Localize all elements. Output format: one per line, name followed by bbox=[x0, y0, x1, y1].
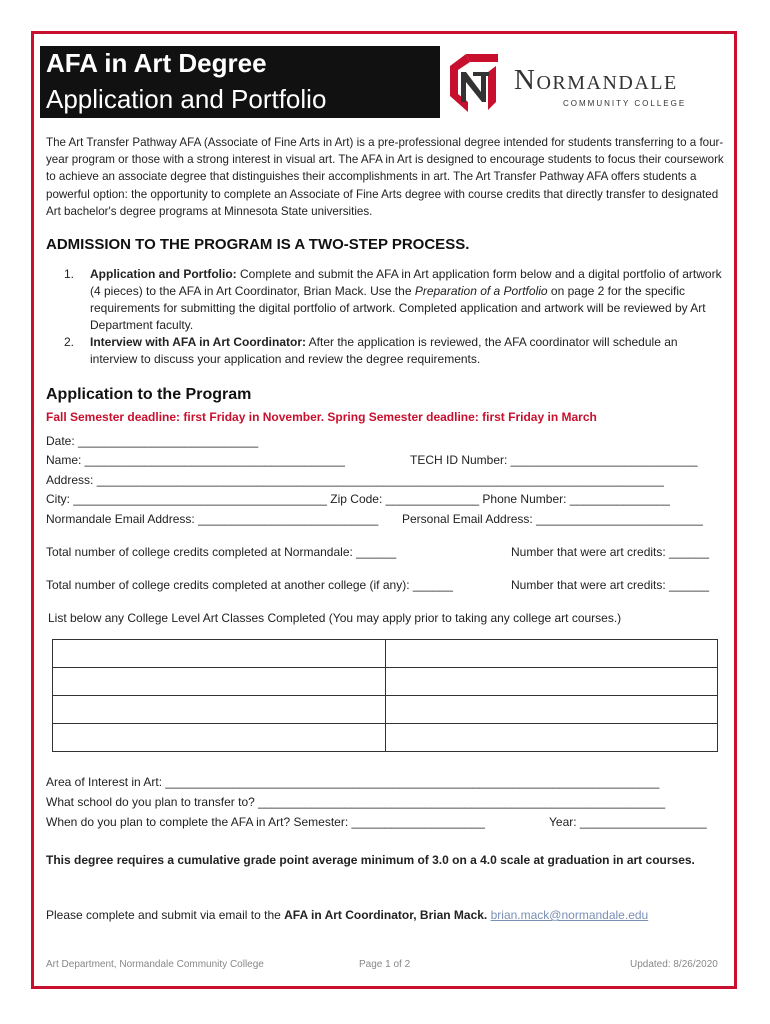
step-text: After the application is reviewed, the AFA coordinator will schedule an interview to discuss your application and review the degree requirements. bbox=[90, 335, 678, 366]
art-credits-normandale-field[interactable]: Number that were art credits: ______ bbox=[511, 545, 710, 559]
city-zip-phone-field[interactable]: City: ______________________________________ Zip Code: ______________ Phone Number: _______________ bbox=[46, 492, 670, 506]
normandale-email-field[interactable]: Normandale Email Address: ___________________________ bbox=[46, 512, 379, 526]
application-heading: Application to the Program bbox=[46, 386, 252, 403]
table-cell[interactable] bbox=[385, 696, 718, 724]
table-cell[interactable] bbox=[385, 668, 718, 696]
footer-updated-date: Updated: 8/26/2020 bbox=[630, 959, 718, 970]
date-field[interactable]: Date: ___________________________ bbox=[46, 434, 259, 448]
step-application-portfolio bbox=[64, 266, 724, 334]
step-title: Application and Portfolio: bbox=[90, 267, 237, 281]
table-cell[interactable] bbox=[385, 640, 718, 668]
title-banner bbox=[40, 46, 440, 118]
area-of-interest-field[interactable]: Area of Interest in Art: __________________________________________________________________________ bbox=[46, 775, 660, 789]
admission-steps bbox=[64, 266, 724, 368]
step-text-emphasis: Preparation of a Portfolio bbox=[414, 284, 548, 298]
title-line-2: Application and Portfolio bbox=[46, 84, 327, 114]
table-cell[interactable] bbox=[385, 724, 718, 752]
submit-instructions bbox=[46, 908, 648, 922]
coordinator-email-link[interactable]: brian.mack@normandale.edu bbox=[490, 908, 649, 922]
art-classes-table bbox=[52, 639, 718, 752]
personal-email-field[interactable]: Personal Email Address: _________________________ bbox=[402, 512, 703, 526]
deadline-text: Fall Semester deadline: first Friday in November. Spring Semester deadline: first Friday in March bbox=[46, 410, 597, 424]
table-cell[interactable] bbox=[53, 724, 386, 752]
name-field[interactable]: Name: _______________________________________ bbox=[46, 453, 345, 467]
step-number: 1. bbox=[64, 267, 75, 281]
credits-normandale-field[interactable]: Total number of college credits completed at Normandale: ______ bbox=[46, 545, 397, 559]
tech-id-field[interactable]: TECH ID Number: ____________________________ bbox=[410, 453, 698, 467]
step-text: on page 2 for the specific requirements for submitting the digital portfolio of artwork. Completed application and artwork will be reviewed by Art Department faculty. bbox=[90, 284, 706, 332]
credits-other-college-field[interactable]: Total number of college credits completed at another college (if any): ______ bbox=[46, 578, 453, 592]
logo-wordmark: Normandale bbox=[514, 64, 678, 96]
table-row bbox=[53, 668, 718, 696]
step-text: Complete and submit the AFA in Art application form below and a digital portfolio of artwork (4 pieces) to the AFA in Art Coordinator, Brian Mack. Use the bbox=[90, 267, 722, 298]
logo-subtitle: COMMUNITY COLLEGE bbox=[563, 99, 687, 108]
gpa-requirement: This degree requires a cumulative grade point average minimum of 3.0 on a 4.0 scale at graduation in art courses. bbox=[46, 853, 695, 867]
step-interview bbox=[64, 334, 724, 368]
admission-heading: ADMISSION TO THE PROGRAM IS A TWO-STEP PROCESS. bbox=[46, 236, 470, 253]
address-field[interactable]: Address: _____________________________________________________________________________________ bbox=[46, 473, 664, 487]
table-row bbox=[53, 696, 718, 724]
completion-year-field[interactable]: Year: ___________________ bbox=[549, 815, 707, 829]
art-classes-prompt: List below any College Level Art Classes Completed (You may apply prior to taking any college art courses.) bbox=[48, 611, 622, 625]
table-cell[interactable] bbox=[53, 696, 386, 724]
transfer-school-field[interactable]: What school do you plan to transfer to? _____________________________________________________________ bbox=[46, 795, 666, 809]
table-row bbox=[53, 640, 718, 668]
coordinator-name: AFA in Art Coordinator, Brian Mack. bbox=[284, 908, 488, 922]
art-credits-other-field[interactable]: Number that were art credits: ______ bbox=[511, 578, 710, 592]
table-cell[interactable] bbox=[53, 668, 386, 696]
table-cell[interactable] bbox=[53, 640, 386, 668]
step-number: 2. bbox=[64, 335, 75, 349]
footer-page-number: Page 1 of 2 bbox=[359, 959, 411, 970]
step-title: Interview with AFA in Art Coordinator: bbox=[90, 335, 306, 349]
submit-text: Please complete and submit via email to the bbox=[46, 908, 285, 922]
normandale-logo bbox=[444, 52, 734, 116]
completion-semester-field[interactable]: When do you plan to complete the AFA in Art? Semester: ____________________ bbox=[46, 815, 485, 829]
intro-paragraph: The Art Transfer Pathway AFA (Associate of Fine Arts in Art) is a pre-professional degree intended for students transferring to a four-year program or those with a strong interest in visual art. The AFA in Art is designed to encourage students to focus their coursework to achieve an associate degree that distinguishes their accomplishments in art. The Art Transfer Pathway AFA offers students a powerful option: the opportunity to complete an Associate of Fine Arts degree with course credits that directly transfer to designated Art bachelor's degree programs at Minnesota State universities. bbox=[46, 136, 724, 218]
title-line-1: AFA in Art Degree bbox=[46, 48, 267, 78]
table-row bbox=[53, 724, 718, 752]
normandale-emblem-icon bbox=[446, 52, 500, 114]
footer-department: Art Department, Normandale Community College bbox=[46, 959, 264, 970]
